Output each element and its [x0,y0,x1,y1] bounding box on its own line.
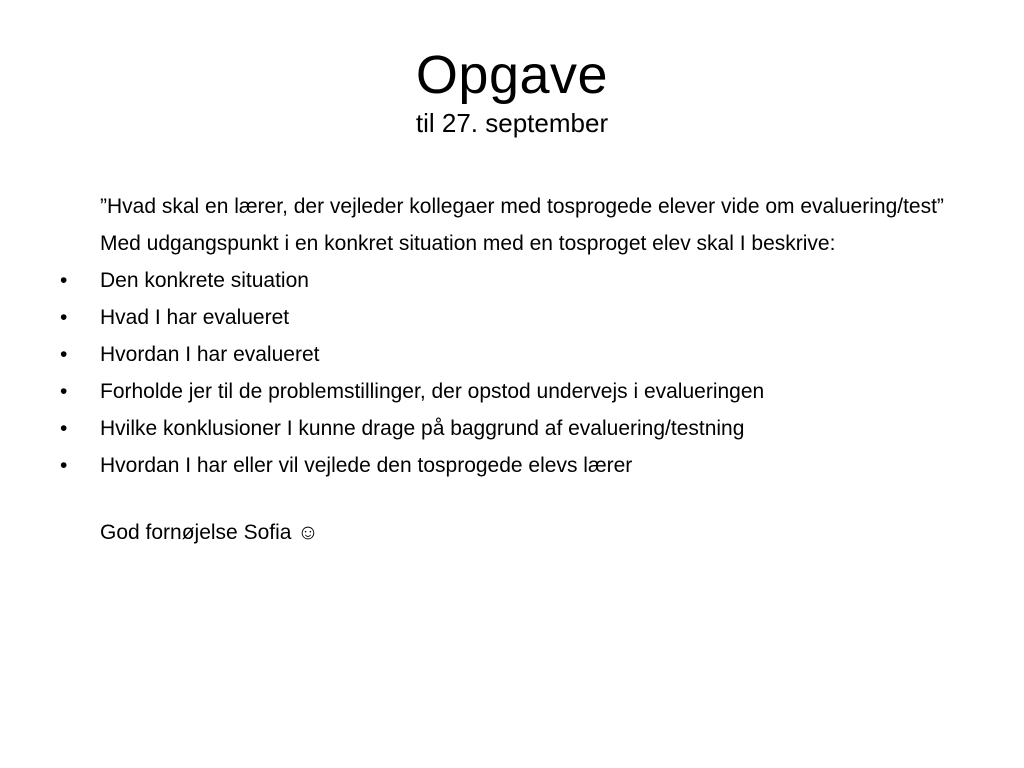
bullet-text: Forholde jer til de problemstillinger, der opstod undervejs i evalueringen [100,380,765,403]
list-item [58,303,958,333]
bullet-symbol: • [60,343,68,366]
bullet-symbol: • [60,380,68,403]
list-item [58,451,958,481]
slide-content [58,192,958,548]
bullet-text: Den konkrete situation [100,269,309,292]
bullet-text: Hvad I har evalueret [100,306,290,329]
bullet-text: Hvilke konklusioner I kunne drage på baggrund af evaluering/testning [100,417,745,440]
bullet-symbol: • [60,417,68,440]
title-block [0,42,1024,140]
intro-text: Med udgangspunkt i en konkret situation med en tosproget elev skal I beskrive: [100,232,836,255]
intro-quote: ”Hvad skal en lærer, der vejleder kollegaer med tosprogede elever vide om evaluering/test” [100,195,944,218]
list-item [58,266,958,296]
bullet-list [58,266,958,481]
slide-subtitle: til 27. september [415,108,609,138]
bullet-text: Hvordan I har evalueret [100,343,320,366]
bullet-symbol: • [60,269,68,292]
list-item [58,340,958,370]
bullet-symbol: • [60,454,68,477]
list-item [58,377,958,407]
slide-title: Opgave [415,45,609,105]
closing-text: God fornøjelse Sofia ☺ [100,521,319,544]
bullet-text: Hvordan I har eller vil vejlede den tosprogede elevs lærer [100,454,633,477]
list-item [58,414,958,444]
bullet-symbol: • [60,306,68,329]
